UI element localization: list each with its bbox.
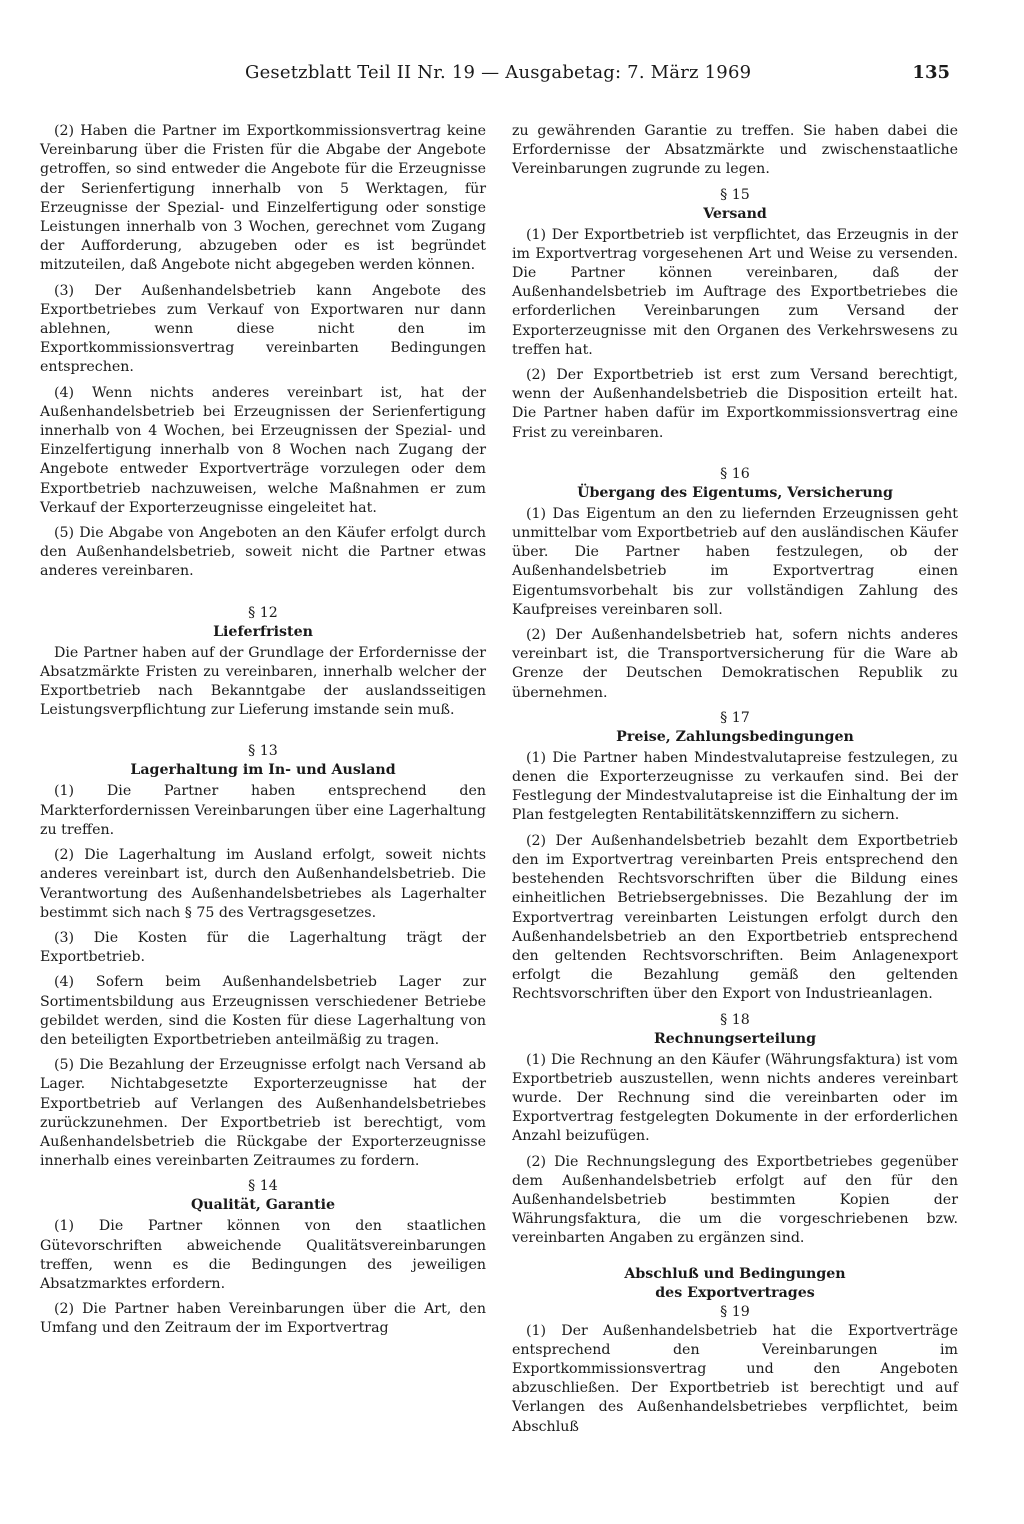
- paragraph: (3) Der Außenhandelsbetrieb kann Angebote des Exportbetriebes zum Verkauf von Exportwaren nur dann ablehnen, wenn diese nicht den im Exportkommissionsvertrag vereinbarten Bedingungen entsprechen.: [40, 282, 486, 376]
- paragraph: (1) Das Eigentum an den zu liefernden Erzeugnissen geht unmittelbar vom Exportbetrieb auf den ausländischen Käufer über. Die Partner haben festzulegen, ob der Außenhandelsbetrieb im Exportvertrag einen Eigentumsvorbehalt bis zur vollständigen Zahlung des Kaufpreises vereinbaren soll.: [512, 505, 958, 618]
- paragraph: (2) Die Rechnungslegung des Exportbetriebes gegenüber dem Außenhandelsbetrieb erfolgt auf den für den Außenhandelsbetrieb bestimmten Kopien der Währungsfaktura, die um die vorgeschriebenen bzw. vereinbarten Angaben zu ergänzen sind.: [512, 1153, 958, 1247]
- paragraph: (2) Die Partner haben Vereinbarungen über die Art, den Umfang und den Zeitraum der im Exportvertrag: [40, 1301, 486, 1337]
- section-title: Lagerhaltung im In- und Ausland: [130, 762, 396, 779]
- paragraph: (3) Die Kosten für die Lagerhaltung trägt der Exportbetrieb.: [40, 929, 486, 966]
- page-number: 135: [912, 62, 950, 83]
- section-title: Abschluß und Bedingungen: [624, 1265, 846, 1282]
- paragraph: (1) Der Außenhandelsbetrieb hat die Exportverträge entsprechend den Vereinbarungen im Exportkommissionsvertrag und den Angeboten abzuschließen. Der Exportbetrieb ist berechtigt und auf Verlangen des Außenhandelsbetriebes verpflichtet, beim Abschluß: [512, 1322, 958, 1435]
- paragraph: (2) Die Lagerhaltung im Ausland erfolgt, soweit nichts anderes vereinbart ist, durch den Außenhandelsbetrieb. Die Verantwortung des Außenhandelsbetriebes als Lagerhalter bestimmt sich nach § 75 des Vertragsgesetzes.: [40, 847, 486, 921]
- section-number: § 15: [720, 186, 750, 203]
- paragraph: (2) Der Außenhandelsbetrieb hat, sofern nichts anderes vereinbart ist, die Transportversicherung für die Ware ab Grenze der Deutschen Demokratischen Republik zu übernehmen.: [512, 627, 958, 701]
- paragraph: (1) Die Rechnung an den Käufer (Währungsfaktura) ist vom Exportbetrieb auszustellen, wenn nichts anderes vereinbart wurde. Der Rechnung sind die vereinbarten oder im Exportvertrag festgelegten Dokumente in der erforderlichen Anzahl beizufügen.: [512, 1051, 958, 1145]
- paragraph: Die Partner haben auf der Grundlage der Erfordernisse der Absatzmärkte Fristen zu vereinbaren, innerhalb welcher der Exportbetrieb nach Bekanntgabe der auslandsseitigen Leistungsverpflichtung zur Lieferung imstande sein muß.: [40, 644, 486, 719]
- paragraph: (1) Die Partner haben Mindestvalutapreise festzulegen, zu denen die Exporterzeugnisse zu verkaufen sind. Bei der Festlegung der Mindestvalutapreise ist die Einhaltung der im Plan festgelegten Rentabilitätskennziffern zu sichern.: [512, 749, 958, 824]
- section-title: Preise, Zahlungsbedingungen: [616, 728, 854, 745]
- gazette-title: Gesetzblatt Teil II Nr. 19 — Ausgabetag: 7. März 1969: [245, 62, 752, 83]
- section-title: des Exportvertrages: [655, 1284, 815, 1301]
- paragraph: (1) Die Partner können von den staatlichen Gütevorschriften abweichende Qualitätsvereinbarungen treffen, wenn es die Bedingungen des jeweiligen Absatzmarktes erfordern.: [40, 1218, 486, 1292]
- paragraph: (2) Haben die Partner im Exportkommissionsvertrag keine Vereinbarung über die Fristen für die Abgabe der Angebote getroffen, so sind entweder die Angebote für die Erzeugnisse der Serienfertigung innerhalb von 5 Werktagen, für Erzeugnisse der Spezial- und Einzelfertigung oder sonstige Leistungen innerhalb von 3 Wochen, gerechnet vom Zugang der Aufforderung, abzugeben oder es ist begründet mitzuteilen, daß Angebote nicht abgegeben werden können.: [40, 123, 486, 274]
- paragraph: (5) Die Bezahlung der Erzeugnisse erfolgt nach Versand ab Lager. Nichtabgesetzte Exporterzeugnisse hat der Exportbetrieb auf Verlangen des Außenhandelsbetriebes zurückzunehmen. Der Exportbetrieb ist berechtigt, vom Außenhandelsbetrieb die Rückgabe der Exporterzeugnisse innerhalb eines vereinbarten Zeitraumes zu fordern.: [40, 1057, 486, 1170]
- section-number: § 17: [720, 709, 750, 726]
- section-number: § 16: [720, 465, 750, 482]
- paragraph: (4) Wenn nichts anderes vereinbart ist, hat der Außenhandelsbetrieb bei Erzeugnissen der Serienfertigung innerhalb von 4 Wochen, bei Erzeugnissen der Spezial- und Einzelfertigung innerhalb von 8 Wochen nach Zugang der Angebote entweder Exportverträge vorzulegen oder dem Exportbetrieb nachzuweisen, welche Maßnahmen er zum Verkauf der Exporterzeugnisse eingeleitet hat.: [40, 384, 486, 516]
- paragraph: (5) Die Abgabe von Angeboten an den Käufer erfolgt durch den Außenhandelsbetrieb, soweit nicht die Partner etwas anderes vereinbaren.: [40, 525, 486, 580]
- paragraph: (2) Der Exportbetrieb ist erst zum Versand berechtigt, wenn der Außenhandelsbetrieb die Disposition erteilt hat. Die Partner haben dafür im Exportkommissionsvertrag eine Frist zu vereinbaren.: [512, 367, 958, 441]
- paragraph: (1) Der Exportbetrieb ist verpflichtet, das Erzeugnis in der im Exportvertrag vorgesehenen Art und Weise zu versenden. Die Partner können vereinbaren, daß der Außenhandelsbetrieb im Auftrage des Exportbetriebes die erforderlichen Vereinbarungen zum Versand der Exporterzeugnisse mit den Organen des Verkehrswesens zu treffen hat.: [512, 226, 958, 358]
- paragraph: zu gewährenden Garantie zu treffen. Sie haben dabei die Erfordernisse der Absatzmärkte und zwischenstaatliche Vereinbarungen zugrunde zu legen.: [512, 123, 958, 178]
- section-title: Übergang des Eigentums, Versicherung: [577, 484, 893, 501]
- paragraph: (2) Der Außenhandelsbetrieb bezahlt dem Exportbetrieb den im Exportvertrag vereinbarten Preis entsprechend den bestehenden Rechtsvorschriften über die Bildung eines einheitlichen Betriebsergebnisses. Die Bezahlung der im Exportvertrag vereinbarten Leistungen erfolgt durch den Außenhandelsbetrieb an den Exportbetrieb entsprechend den geltenden Rechtsvorschriften. Beim Anlagenexport erfolgt die Bezahlung gemäß den geltenden Rechtsvorschriften über den Export von Industrieanlagen.: [512, 832, 958, 1003]
- section-number: § 19: [720, 1303, 750, 1320]
- section-number: § 14: [248, 1178, 278, 1195]
- section-number: § 13: [248, 743, 278, 760]
- right-column: [512, 122, 958, 1443]
- page-header: [40, 62, 960, 96]
- left-column: [40, 122, 486, 1345]
- section-number: § 18: [720, 1011, 750, 1028]
- section-title: Qualität, Garantie: [190, 1197, 336, 1214]
- section-title: Lieferfristen: [213, 623, 313, 640]
- section-number: § 12: [248, 604, 278, 621]
- section-title: Rechnungserteilung: [653, 1030, 817, 1047]
- paragraph: (1) Die Partner haben entsprechend den Markterfordernissen Vereinbarungen über eine Lagerhaltung zu treffen.: [40, 783, 486, 838]
- paragraph: (4) Sofern beim Außenhandelsbetrieb Lager zur Sortimentsbildung aus Erzeugnissen verschiedener Betriebe gebildet werden, sind die Kosten für diese Lagerhaltung von den beteiligten Exportbetrieben anteilmäßig zu tragen.: [40, 974, 486, 1048]
- section-title: Versand: [703, 205, 767, 222]
